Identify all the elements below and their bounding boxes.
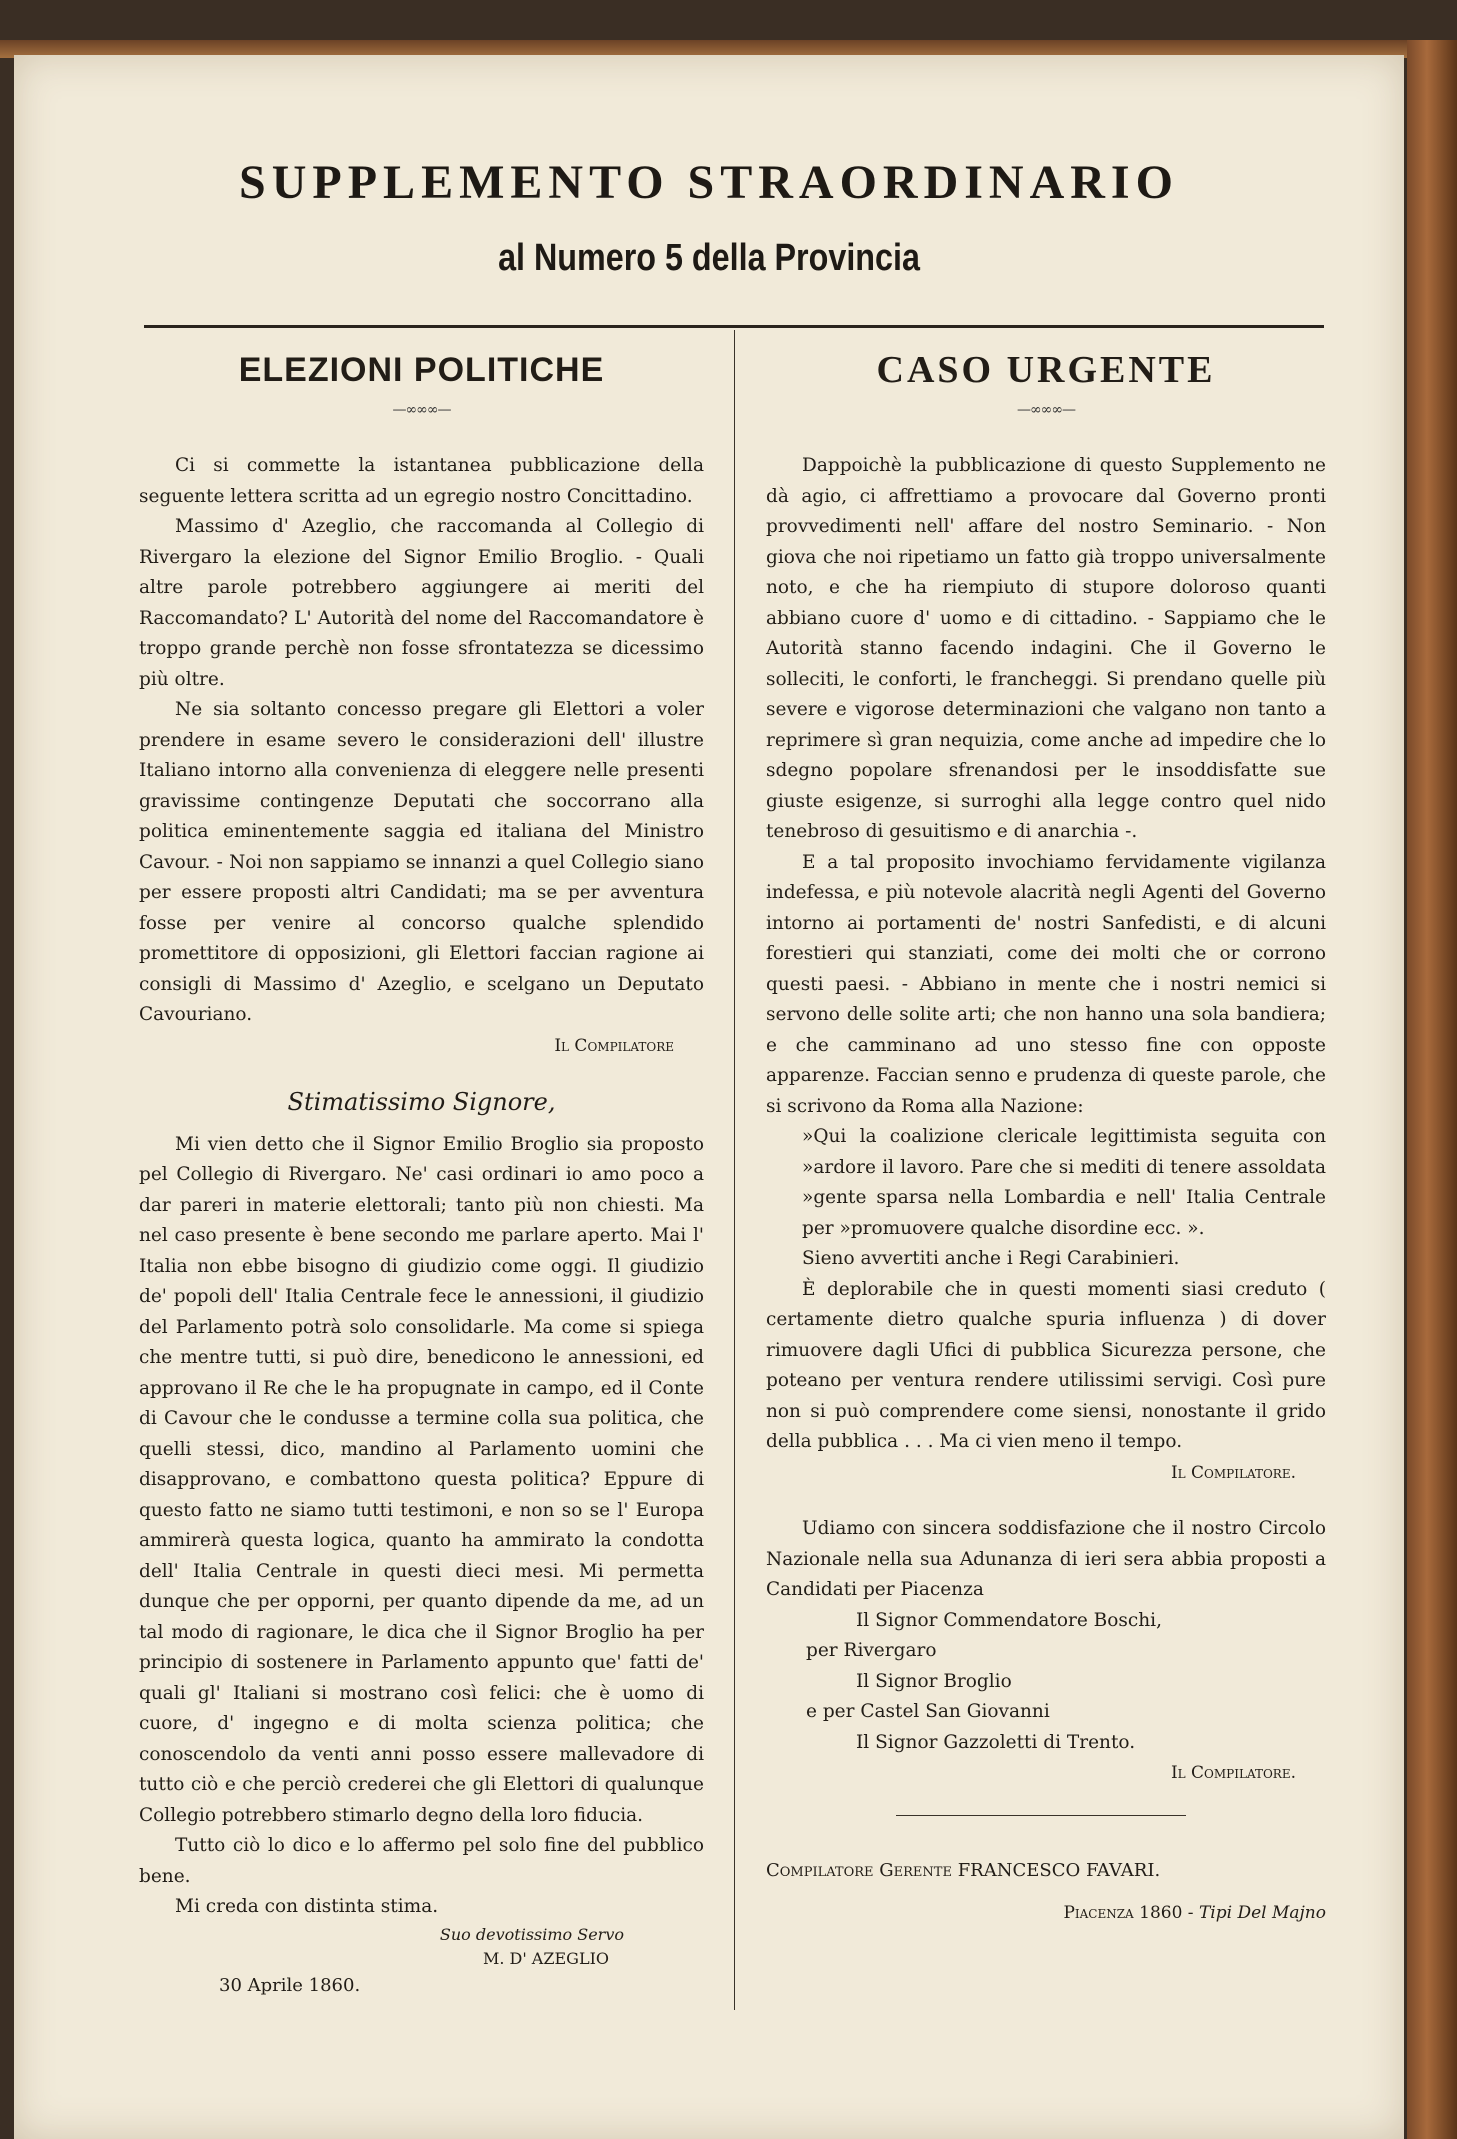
letter-greeting: Stimatissimo Signore,	[287, 1088, 556, 1116]
letter-author: M. D' AZEGLIO	[482, 1948, 609, 1968]
ornament-divider: —∞∞∞—	[392, 402, 451, 418]
left-column	[139, 345, 704, 2001]
letter-closing: Suo devotissimo Servo	[439, 1924, 624, 1944]
page-subtitle: al Numero 5 della Provincia	[498, 237, 920, 279]
printer-imprint	[766, 1898, 1326, 1929]
paragraph: Massimo d' Azeglio, che raccomanda al Collegio di Rivergaro la elezione del Signor Emilio Broglio. - Quali altre parole potrebbero aggiungere ai meriti del Raccomandato? L' Autorità del nome del Raccomandatore è troppo grande perchè non fosse sfrontatezza se dicessimo più oltre.	[139, 516, 704, 690]
paragraph: È deplorabile che in questi momenti siasi creduto ( certamente dietro qualche spuria influenza ) di dover rimuovere dagli Ufici di pubblica Sicurezza persone, che poteano per ventura rendere utilissimi servigi. Così pure non si può comprendere come siensi, nonostante il grido della pubblica . . . Ma ci vien meno il tempo.	[766, 1278, 1326, 1452]
compiler-signature: Il Compilatore.	[1170, 1763, 1296, 1783]
book-spine	[1407, 40, 1457, 2139]
letter-body: Tutto ciò lo dico e lo affermo pel solo fine del pubblico bene.	[139, 1835, 704, 1887]
paragraph: Ne sia soltanto concesso pregare gli Elettori a voler prendere in esame severo le considerazioni dell' illustre Italiano intorno alla convenienza di eleggere nelle presenti gravissime contingenze Deputati che soccorrano alla politica eminentemente saggia ed italiana del Ministro Cavour. - Noi non sappiamo se innanzi a quel Collegio siano per essere proposti altri Candidati; ma se per avventura fosse per venire al concorso qualche splendido promettitore di opposizioni, gli Elettori faccian ragione ai consigli di Massimo d' Azeglio, e scelgano un Deputato Cavouriano.	[139, 699, 704, 1025]
header-rule	[144, 325, 1324, 328]
compiler-label: Compilatore Gerente	[766, 1859, 952, 1881]
imprint-city: Piacenza	[1063, 1903, 1134, 1923]
paragraph: E a tal proposito invochiamo fervidamente vigilanza indefessa, e più notevole alacrità negli Agenti del Governo intorno ai portamenti de' nostri Sanfedisti, e di alcuni forestieri qui stanziati, come dei molti che or corrono questi paesi. - Abbiano in mente che i nostri nemici si servono delle solite arti; che non hanno una sola bandiera; e che camminano ad uno stesso fine con opposte apparenze. Faccian senno e prudenza di queste parole, che si scrivono da Roma alla Nazione:	[766, 851, 1326, 1117]
intro-paragraph: Ci si commette la istantanea pubblicazione della seguente lettera scritta ad un egregio nostro Concittadino.	[139, 455, 704, 507]
compiler-signature: Il Compilatore.	[1170, 1462, 1296, 1483]
candidate-place: e per Castel San Giovanni	[806, 1701, 1050, 1722]
letter-date: 30 Aprile 1860.	[219, 1974, 361, 1996]
candidate-2: Il Signor Broglio	[856, 1670, 1012, 1692]
letter-closing-line: Mi creda con distinta stima.	[175, 1896, 439, 1917]
paragraph: Udiamo con sincera soddisfazione che il nostro Circolo Nazionale nella sua Adunanza di ieri sera abbia proposti a Candidati per Piacenza	[766, 1518, 1326, 1600]
letter-body: Mi vien detto che il Signor Emilio Broglio sia proposto pel Collegio di Rivergaro. Ne' casi ordinari io amo poco a dar pareri in materie elettorali; tanto più non chiesti. Ma nel caso presente è bene secondo me parlare aperto. Mai l' Italia non ebbe bisogno di giudizio come oggi. Il giudizio de' popoli dell' Italia Centrale fece le annessioni, il giudizio del Parlamento potrà solo consolidarle. Ma come si spiega che mentre tutti, si può dire, benedicono le annessioni, ed approvano il Re che le ha propugnate in campo, ed il Conte di Cavour che le condusse a termine colla sua politica, che quelli stessi, dico, mandino al Parlamento uomini che disapprovano, e combattono questa politica? Eppure di questo fatto ne siamo tutti testimoni, e non so se l' Europa ammirerà questa logica, quanto ha ammirato la condotta dell' Italia Centrale in questi dieci mesi. Mi permetta dunque che per opporni, per quanto dipende da me, ad un tal modo di ragionare, le dica che il Signor Broglio ha per principio di sostenere in Parlamento appunto que' fatti de' quali gl' Italiani si mostrano così felici: che è uomo di cuore, d' ingegno e di molta scienza politica; che conoscendolo da venti anni posso essere mallevadore di tutto ciò e che perciò crederei che gli Elettori di qualunque Collegio potrebbero stimarlo degno della loro fiducia.	[139, 1133, 704, 1826]
paragraph: Sieno avvertiti anche i Regi Carabinieri.	[802, 1248, 1180, 1269]
right-column-title: CASO URGENTE	[876, 349, 1216, 391]
compiler-credit	[766, 1856, 1326, 1887]
compiler-name: FRANCESCO FAVARI.	[957, 1859, 1161, 1881]
imprint-year: 1860 -	[1139, 1903, 1194, 1923]
right-column	[766, 345, 1326, 1929]
candidate-1: Il Signor Commendatore Boschi,	[856, 1609, 1162, 1631]
candidate-3: Il Signor Gazzoletti di Trento.	[856, 1731, 1136, 1753]
column-divider	[734, 330, 735, 2010]
footer-rule	[896, 1815, 1186, 1816]
newspaper-page	[14, 55, 1404, 2139]
ornament-divider: —∞∞∞—	[1017, 402, 1075, 418]
quotation: »Qui la coalizione clericale legittimista seguita con »ardore il lavoro. Pare che si mediti di tenere assoldata »gente sparsa nella Lombardia e nell' Italia Centrale per »promuovere qualche disordine ecc. ».	[802, 1126, 1326, 1239]
compiler-signature: Il Compilatore	[554, 1035, 674, 1056]
left-column-title: ELEZIONI POLITICHE	[238, 351, 605, 389]
page-title: SUPPLEMENTO STRAORDINARIO	[239, 156, 1179, 209]
paragraph: Dappoichè la pubblicazione di questo Supplemento ne dà agio, ci affrettiamo a provocare dal Governo pronti provvedimenti nell' affare del nostro Seminario. - Non giova che noi ripetiamo un fatto già troppo universalmente noto, e che ha riempiuto di stupore doloroso quanti abbiano cuore d' uomo e di cittadino. - Sappiamo che le Autorità stanno facendo indagini. Che il Governo le solleciti, le conforti, le francheggi. Si prendano quelle più severe e vigorose determinazioni che valgano non tanto a reprimere sì gran nequizia, come anche ad impedire che lo sdegno popolare sfrenandosi per le insoddisfatte sue giuste esigenze, si surroghi alla legge contro quel nido tenebroso di gesuitismo e di anarchia -.	[766, 455, 1326, 842]
imprint-printer: Tipi Del Majno	[1198, 1903, 1326, 1923]
candidate-place: per Rivergaro	[806, 1640, 937, 1661]
